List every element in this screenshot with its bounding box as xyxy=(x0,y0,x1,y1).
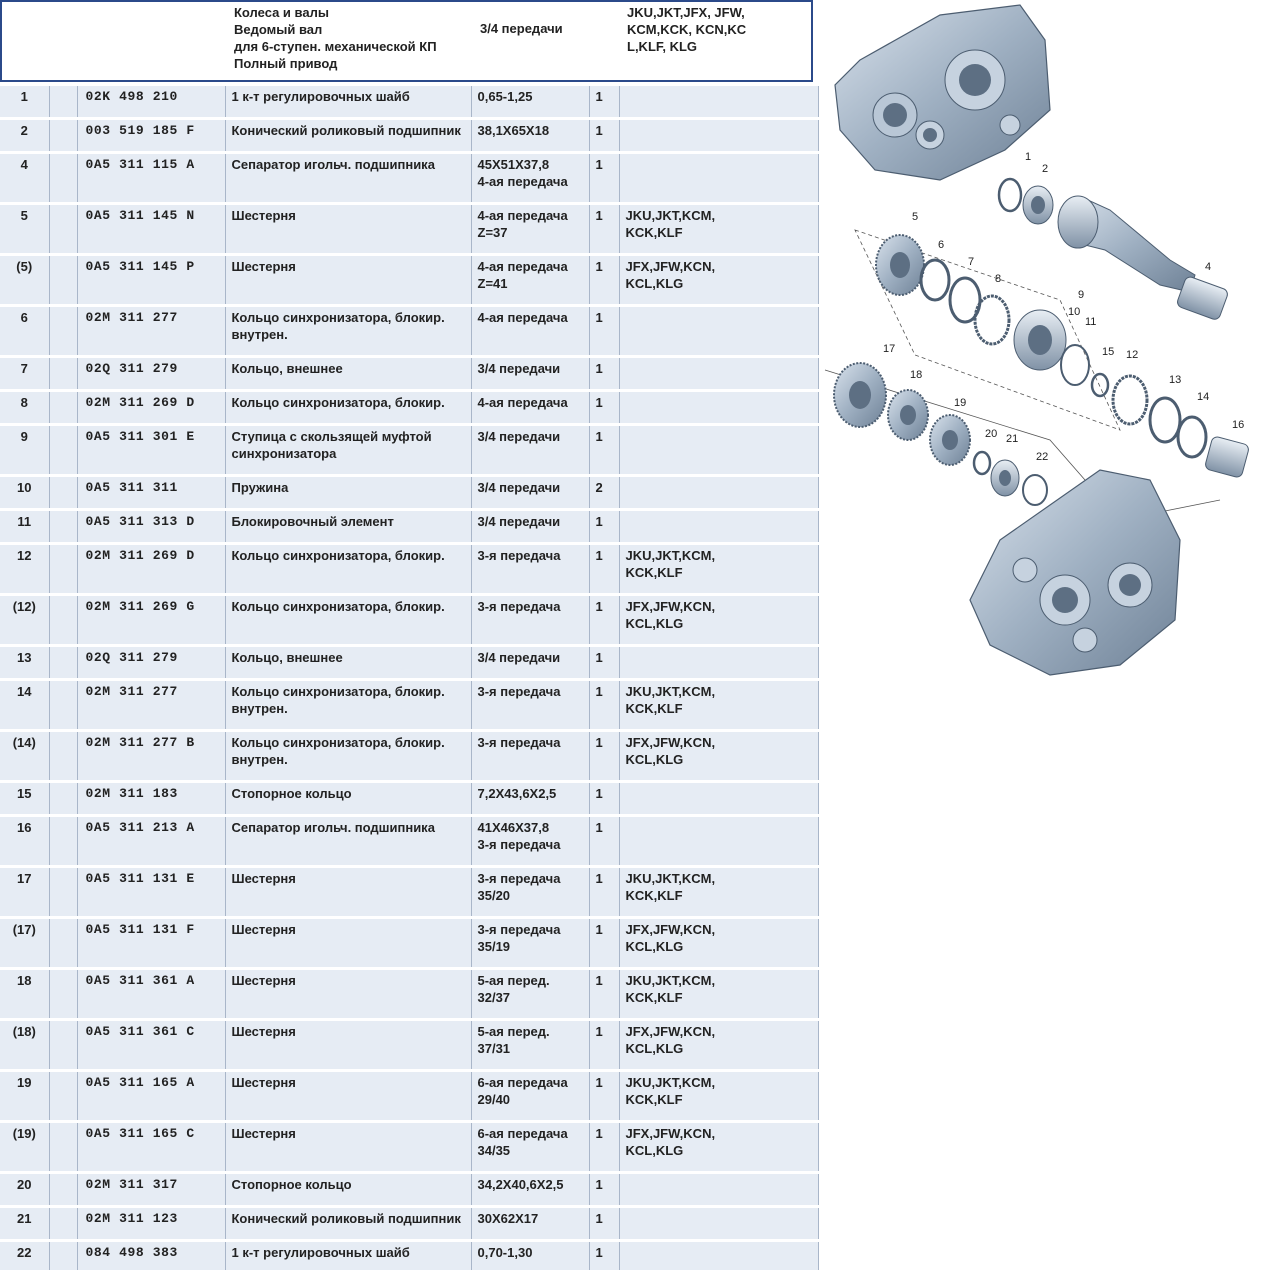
cell-remark: 3/4 передачи xyxy=(471,357,589,391)
cell-num: 0A5 311 361 C xyxy=(77,1020,225,1071)
cell-qty: 1 xyxy=(589,255,619,306)
table-row xyxy=(0,731,818,782)
table-row xyxy=(0,476,818,510)
table-row xyxy=(0,306,818,357)
cell-pos: (18) xyxy=(0,1020,49,1071)
cell-blank xyxy=(49,867,77,918)
cell-num: 0A5 311 145 P xyxy=(77,255,225,306)
cell-blank xyxy=(49,1020,77,1071)
table-row xyxy=(0,86,818,119)
exploded-diagram xyxy=(820,0,1273,700)
cell-num: 02M 311 277 xyxy=(77,680,225,731)
cell-name: Шестерня xyxy=(225,1020,471,1071)
cell-pos: 22 xyxy=(0,1241,49,1272)
callout-label: 15 xyxy=(1102,346,1115,358)
cell-num: 02M 311 269 D xyxy=(77,544,225,595)
cell-blank xyxy=(49,646,77,680)
cell-num: 0A5 311 361 A xyxy=(77,969,225,1020)
cell-num: 0A5 311 301 E xyxy=(77,425,225,476)
cell-pos: 7 xyxy=(0,357,49,391)
cell-blank xyxy=(49,816,77,867)
cell-name: Кольцо синхронизатора, блокир. xyxy=(225,391,471,425)
table-row xyxy=(0,782,818,816)
cell-pos: 6 xyxy=(0,306,49,357)
table-row xyxy=(0,153,818,204)
cell-qty: 1 xyxy=(589,357,619,391)
cell-models xyxy=(619,1207,818,1241)
callout-label: 4 xyxy=(1205,261,1212,273)
cell-pos: (17) xyxy=(0,918,49,969)
cell-remark: 3-я передача xyxy=(471,595,589,646)
cell-remark: 5-ая перед. 37/31 xyxy=(471,1020,589,1071)
table-row xyxy=(0,1173,818,1207)
cell-models: JFX,JFW,KCN, KCL,KLG xyxy=(619,1020,818,1071)
table-row xyxy=(0,816,818,867)
parts-table xyxy=(0,86,819,1273)
callout-label: 2 xyxy=(1042,163,1049,175)
cell-blank xyxy=(49,731,77,782)
cell-name: Шестерня xyxy=(225,1122,471,1173)
cell-blank xyxy=(49,476,77,510)
cell-qty: 1 xyxy=(589,782,619,816)
table-row xyxy=(0,1207,818,1241)
cell-name: Шестерня xyxy=(225,867,471,918)
cell-remark: 3-я передача xyxy=(471,731,589,782)
cell-models: JKU,JKT,KCM, KCK,KLF xyxy=(619,204,818,255)
cell-qty: 1 xyxy=(589,306,619,357)
table-row xyxy=(0,680,818,731)
cell-name: 1 к-т регулировочных шайб xyxy=(225,1241,471,1272)
cell-num: 0A5 311 165 A xyxy=(77,1071,225,1122)
callout-label: 11 xyxy=(1085,316,1097,328)
cell-pos: 4 xyxy=(0,153,49,204)
cell-name: Сепаратор игольч. подшипника xyxy=(225,153,471,204)
group-header xyxy=(0,0,813,82)
cell-name: Кольцо синхронизатора, блокир. внутрен. xyxy=(225,731,471,782)
table-row xyxy=(0,1241,818,1272)
upper-housing xyxy=(835,5,1050,180)
cell-name: Кольцо синхронизатора, блокир. внутрен. xyxy=(225,680,471,731)
cell-models: JKU,JKT,KCM, KCK,KLF xyxy=(619,680,818,731)
cell-name: Кольцо, внешнее xyxy=(225,357,471,391)
cell-blank xyxy=(49,969,77,1020)
cell-models xyxy=(619,816,818,867)
cell-blank xyxy=(49,425,77,476)
table-row xyxy=(0,425,818,476)
cell-blank xyxy=(49,1173,77,1207)
cell-name: Кольцо синхронизатора, блокир. xyxy=(225,544,471,595)
shaft-parts xyxy=(999,179,1229,321)
cell-models xyxy=(619,153,818,204)
callout-label: 22 xyxy=(1036,451,1049,463)
cell-qty: 1 xyxy=(589,816,619,867)
cell-blank xyxy=(49,918,77,969)
cell-num: 02Q 311 279 xyxy=(77,357,225,391)
table-row xyxy=(0,1122,818,1173)
cell-models: JFX,JFW,KCN, KCL,KLG xyxy=(619,595,818,646)
cell-blank xyxy=(49,782,77,816)
cell-blank xyxy=(49,204,77,255)
cell-models xyxy=(619,86,818,119)
cell-models xyxy=(619,510,818,544)
cell-pos: 9 xyxy=(0,425,49,476)
cell-num: 02Q 311 279 xyxy=(77,646,225,680)
table-row xyxy=(0,391,818,425)
callout-label: 6 xyxy=(938,239,945,251)
cell-models: JKU,JKT,KCM, KCK,KLF xyxy=(619,544,818,595)
cell-name: Шестерня xyxy=(225,1071,471,1122)
cell-name: Шестерня xyxy=(225,918,471,969)
cell-blank xyxy=(49,255,77,306)
cell-qty: 1 xyxy=(589,1207,619,1241)
callout-label: 7 xyxy=(968,256,975,268)
cell-remark: 38,1X65X18 xyxy=(471,119,589,153)
cell-pos: 1 xyxy=(0,86,49,119)
callout-label: 10 xyxy=(1068,306,1081,318)
cell-name: 1 к-т регулировочных шайб xyxy=(225,86,471,119)
cell-models: JFX,JFW,KCN, KCL,KLG xyxy=(619,1122,818,1173)
cell-blank xyxy=(49,153,77,204)
cell-blank xyxy=(49,1071,77,1122)
cell-remark: 0,65-1,25 xyxy=(471,86,589,119)
cell-pos: 14 xyxy=(0,680,49,731)
cell-models: JFX,JFW,KCN, KCL,KLG xyxy=(619,918,818,969)
cell-num: 02M 311 269 G xyxy=(77,595,225,646)
cell-num: 02M 311 123 xyxy=(77,1207,225,1241)
cell-blank xyxy=(49,86,77,119)
callout-label: 1 xyxy=(1025,151,1032,163)
callout-label: 12 xyxy=(1126,349,1139,361)
cell-pos: (5) xyxy=(0,255,49,306)
cell-blank xyxy=(49,119,77,153)
cell-remark: 34,2X40,6X2,5 xyxy=(471,1173,589,1207)
callout-label: 19 xyxy=(954,397,967,409)
cell-pos: 12 xyxy=(0,544,49,595)
cell-num: 02M 311 269 D xyxy=(77,391,225,425)
cell-pos: 2 xyxy=(0,119,49,153)
cell-remark: 3/4 передачи xyxy=(471,646,589,680)
cell-pos: 20 xyxy=(0,1173,49,1207)
cell-name: Ступица с скользящей муфтой синхронизатора xyxy=(225,425,471,476)
cell-qty: 1 xyxy=(589,731,619,782)
cell-pos: 21 xyxy=(0,1207,49,1241)
table-row xyxy=(0,204,818,255)
callout-label: 18 xyxy=(910,369,923,381)
callout-label: 21 xyxy=(1006,433,1019,445)
cell-qty: 1 xyxy=(589,544,619,595)
group-models: JKU,JKT,JFX, JFW,KCM,KCK, KCN,KCL,KLF, KLG xyxy=(627,5,747,54)
cell-qty: 1 xyxy=(589,680,619,731)
callout-label: 13 xyxy=(1169,374,1182,386)
cell-remark: 7,2X43,6X2,5 xyxy=(471,782,589,816)
cell-pos: 17 xyxy=(0,867,49,918)
callout-label: 17 xyxy=(883,343,896,355)
cell-num: 02M 311 277 B xyxy=(77,731,225,782)
cell-pos: 13 xyxy=(0,646,49,680)
table-row xyxy=(0,646,818,680)
cell-remark: 0,70-1,30 xyxy=(471,1241,589,1272)
cell-num: 084 498 383 xyxy=(77,1241,225,1272)
cell-qty: 1 xyxy=(589,918,619,969)
cell-remark: 5-ая перед. 32/37 xyxy=(471,969,589,1020)
callout-label: 9 xyxy=(1078,289,1085,301)
cell-models xyxy=(619,119,818,153)
cell-name: Шестерня xyxy=(225,255,471,306)
cell-name: Стопорное кольцо xyxy=(225,782,471,816)
cell-remark: 45X51X37,8 4-ая передача xyxy=(471,153,589,204)
cell-num: 0A5 311 311 xyxy=(77,476,225,510)
cell-name: Шестерня xyxy=(225,969,471,1020)
cell-qty: 1 xyxy=(589,969,619,1020)
cell-remark: 3-я передача xyxy=(471,680,589,731)
cell-name: Шестерня xyxy=(225,204,471,255)
group-title: Колеса и валы Ведомый вал для 6-ступен. механической КП Полный привод xyxy=(234,5,437,71)
callout-label: 16 xyxy=(1232,419,1245,431)
cell-qty: 1 xyxy=(589,119,619,153)
cell-blank xyxy=(49,510,77,544)
cell-remark: 3/4 передачи xyxy=(471,476,589,510)
cell-qty: 1 xyxy=(589,391,619,425)
cell-models: JFX,JFW,KCN, KCL,KLG xyxy=(619,731,818,782)
cell-models xyxy=(619,782,818,816)
cell-pos: 18 xyxy=(0,969,49,1020)
lower-housing xyxy=(970,470,1180,675)
cell-name: Сепаратор игольч. подшипника xyxy=(225,816,471,867)
cell-num: 02K 498 210 xyxy=(77,86,225,119)
table-row xyxy=(0,544,818,595)
cell-num: 0A5 311 131 E xyxy=(77,867,225,918)
cell-remark: 6-ая передача 29/40 xyxy=(471,1071,589,1122)
callout-label: 14 xyxy=(1197,391,1210,403)
cell-models: JKU,JKT,KCM, KCK,KLF xyxy=(619,1071,818,1122)
cell-pos: 16 xyxy=(0,816,49,867)
cell-models xyxy=(619,391,818,425)
cell-num: 02M 311 183 xyxy=(77,782,225,816)
table-row xyxy=(0,357,818,391)
cell-models xyxy=(619,476,818,510)
cell-qty: 1 xyxy=(589,86,619,119)
cell-pos: (12) xyxy=(0,595,49,646)
callout-label: 5 xyxy=(912,211,919,223)
group-remark: 3/4 передачи xyxy=(480,21,563,36)
cell-qty: 1 xyxy=(589,425,619,476)
cell-blank xyxy=(49,357,77,391)
cell-remark: 30X62X17 xyxy=(471,1207,589,1241)
cell-remark: 3/4 передачи xyxy=(471,425,589,476)
cell-num: 0A5 311 165 C xyxy=(77,1122,225,1173)
cell-num: 02M 311 277 xyxy=(77,306,225,357)
cell-pos: 15 xyxy=(0,782,49,816)
cell-models: JFX,JFW,KCN, KCL,KLG xyxy=(619,255,818,306)
cell-num: 0A5 311 115 A xyxy=(77,153,225,204)
cell-models xyxy=(619,425,818,476)
cell-remark: 4-ая передача Z=37 xyxy=(471,204,589,255)
cell-qty: 1 xyxy=(589,646,619,680)
cell-qty: 1 xyxy=(589,595,619,646)
cell-remark: 6-ая передача 34/35 xyxy=(471,1122,589,1173)
cell-remark: 4-ая передача xyxy=(471,306,589,357)
cell-blank xyxy=(49,595,77,646)
cell-qty: 1 xyxy=(589,510,619,544)
cell-name: Стопорное кольцо xyxy=(225,1173,471,1207)
cell-qty: 2 xyxy=(589,476,619,510)
cell-pos: 11 xyxy=(0,510,49,544)
cell-remark: 3-я передача 35/19 xyxy=(471,918,589,969)
cell-remark: 3-я передача xyxy=(471,544,589,595)
table-row xyxy=(0,595,818,646)
cell-blank xyxy=(49,391,77,425)
cell-name: Блокировочный элемент xyxy=(225,510,471,544)
cell-name: Кольцо, внешнее xyxy=(225,646,471,680)
callout-label: 8 xyxy=(995,273,1002,285)
cell-remark: 4-ая передача xyxy=(471,391,589,425)
cell-models xyxy=(619,357,818,391)
cell-name: Пружина xyxy=(225,476,471,510)
cell-num: 0A5 311 131 F xyxy=(77,918,225,969)
cell-remark: 3/4 передачи xyxy=(471,510,589,544)
cell-qty: 1 xyxy=(589,867,619,918)
cell-qty: 1 xyxy=(589,204,619,255)
callout-label: 20 xyxy=(985,428,998,440)
cell-pos: 19 xyxy=(0,1071,49,1122)
cell-models xyxy=(619,1173,818,1207)
cell-blank xyxy=(49,544,77,595)
cell-num: 02M 311 317 xyxy=(77,1173,225,1207)
cell-num: 0A5 311 145 N xyxy=(77,204,225,255)
cell-qty: 1 xyxy=(589,1071,619,1122)
cell-qty: 1 xyxy=(589,153,619,204)
cell-pos: 5 xyxy=(0,204,49,255)
cell-name: Кольцо синхронизатора, блокир. внутрен. xyxy=(225,306,471,357)
cell-pos: (19) xyxy=(0,1122,49,1173)
cell-blank xyxy=(49,1207,77,1241)
table-row xyxy=(0,1020,818,1071)
cell-blank xyxy=(49,1241,77,1272)
table-row xyxy=(0,969,818,1020)
cell-remark: 3-я передача 35/20 xyxy=(471,867,589,918)
cell-blank xyxy=(49,1122,77,1173)
cell-name: Конический роликовый подшипник xyxy=(225,119,471,153)
table-row xyxy=(0,1071,818,1122)
cell-remark: 41X46X37,8 3-я передача xyxy=(471,816,589,867)
cell-qty: 1 xyxy=(589,1020,619,1071)
cell-name: Кольцо синхронизатора, блокир. xyxy=(225,595,471,646)
table-row xyxy=(0,255,818,306)
cell-qty: 1 xyxy=(589,1173,619,1207)
cell-num: 003 519 185 F xyxy=(77,119,225,153)
cell-blank xyxy=(49,306,77,357)
cell-models: JKU,JKT,KCM, KCK,KLF xyxy=(619,969,818,1020)
cell-models xyxy=(619,646,818,680)
cell-qty: 1 xyxy=(589,1241,619,1272)
table-row xyxy=(0,510,818,544)
table-row xyxy=(0,918,818,969)
cell-blank xyxy=(49,680,77,731)
cell-pos: 10 xyxy=(0,476,49,510)
cell-models xyxy=(619,306,818,357)
cell-models xyxy=(619,1241,818,1272)
cell-qty: 1 xyxy=(589,1122,619,1173)
table-row xyxy=(0,867,818,918)
cell-pos: 8 xyxy=(0,391,49,425)
cell-models: JKU,JKT,KCM, KCK,KLF xyxy=(619,867,818,918)
cell-num: 0A5 311 213 A xyxy=(77,816,225,867)
cell-num: 0A5 311 313 D xyxy=(77,510,225,544)
cell-pos: (14) xyxy=(0,731,49,782)
table-row xyxy=(0,119,818,153)
cell-remark: 4-ая передача Z=41 xyxy=(471,255,589,306)
cell-name: Конический роликовый подшипник xyxy=(225,1207,471,1241)
